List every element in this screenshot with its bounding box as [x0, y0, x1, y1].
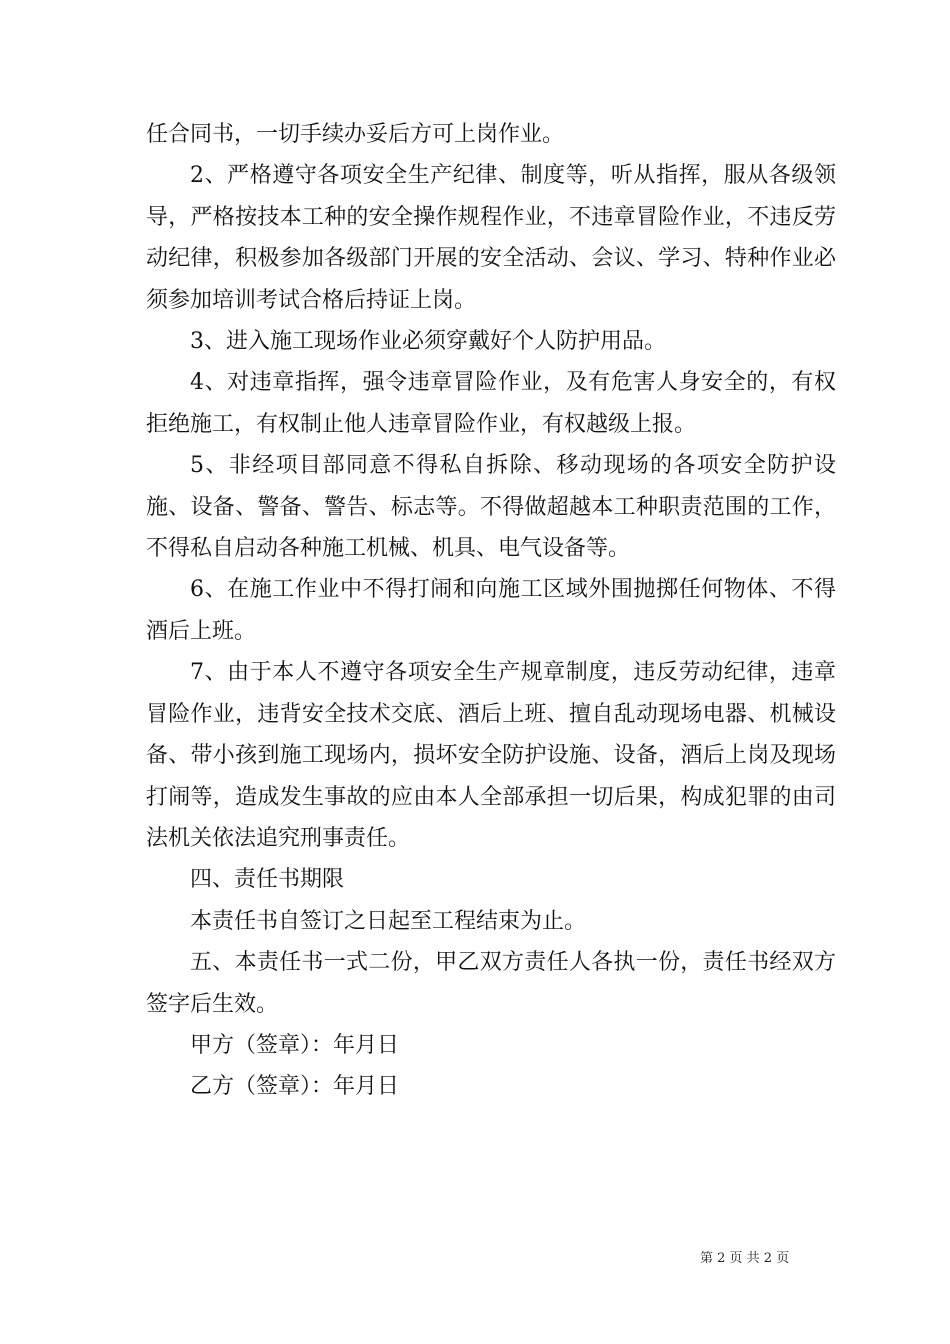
document-body	[146, 114, 836, 1108]
paragraph-item-2: 2、严格遵守各项安全生产纪律、制度等，听从指挥，服从各级领导，严格按技本工种的安全操作规程作业，不违章冒险作业，不违反劳动纪律，积极参加各级部门开展的安全活动、会议、学习、特种作业必须参加培训考试合格后持证上岗。	[146, 163, 836, 313]
section-copies: 五、本责任书一式二份，甲乙双方责任人各执一份，责任书经双方签字后生效。	[146, 950, 836, 1017]
paragraph-item-6: 6、在施工作业中不得打闹和向施工区域外围抛掷任何物体、不得酒后上班。	[146, 577, 836, 644]
paragraph-term: 本责任书自签订之日起至工程结束为止。	[190, 908, 587, 934]
signature-party-a: 甲方（签章）：年月日	[190, 1032, 400, 1058]
paragraph-continued: 任合同书，一切手续办妥后方可上岗作业。	[146, 122, 565, 147]
paragraph-item-7: 7、由于本人不遵守各项安全生产规章制度，违反劳动纪律，违章冒险作业，违背安全技术交底、酒后上班、擅自乱动现场电器、机械设备、带小孩到施工现场内，损坏安全防护设施、设备，酒后上岗及现场打闹等，造成发生事故的应由本人全部承担一切后果，构成犯罪的由司法机关依法追究刑事责任。	[146, 660, 836, 851]
paragraph-item-4: 4、对违章指挥，强令违章冒险作业，及有危害人身安全的，有权拒绝施工，有权制止他人违章冒险作业，有权越级上报。	[146, 370, 836, 437]
section-heading-term: 四、责任书期限	[190, 867, 345, 893]
paragraph-item-5: 5、非经项目部同意不得私自拆除、移动现场的各项安全防护设施、设备、警备、警告、标志等。不得做超越本工种职责范围的工作，不得私自启动各种施工机械、机具、电气设备等。	[146, 453, 836, 562]
paragraph-item-3: 3、进入施工现场作业必须穿戴好个人防护用品。	[190, 329, 666, 355]
page-number-footer: 第 2 页 共 2 页	[700, 1251, 790, 1266]
signature-party-b: 乙方（签章）：年月日	[190, 1074, 400, 1100]
